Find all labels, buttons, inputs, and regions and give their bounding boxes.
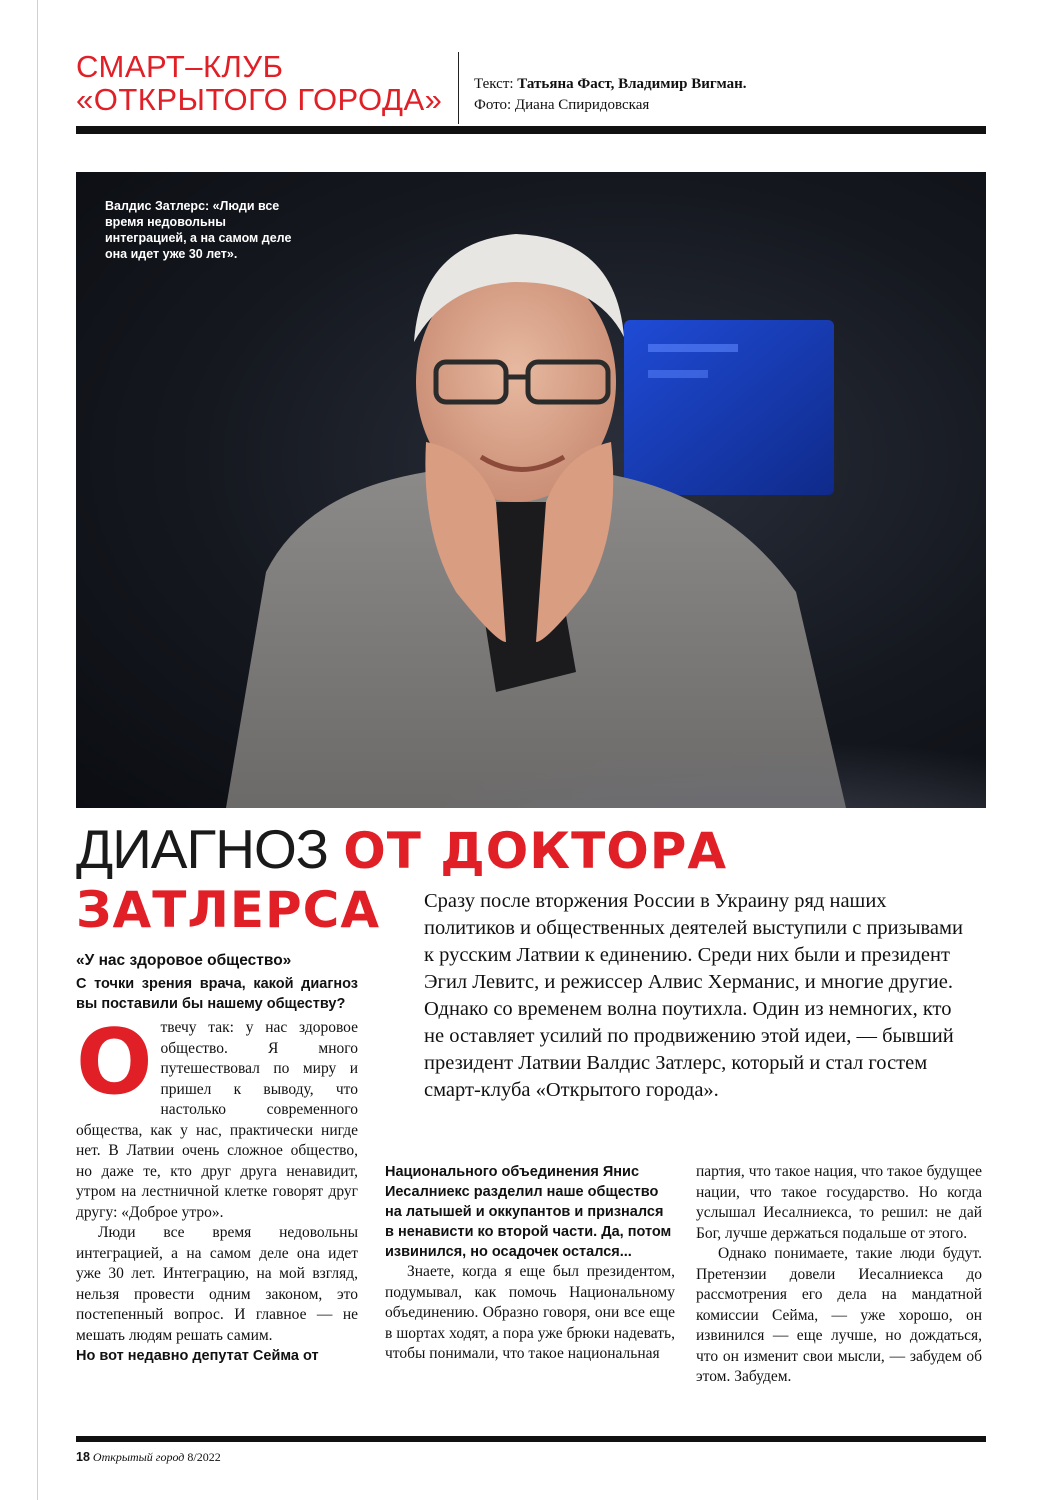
photo-caption: Валдис Затлерс: «Люди все время недовольны интеграцией, а на самом деле она идет уже 30 лет». xyxy=(105,199,292,261)
text-authors: Татьяна Фаст, Владимир Вигман. xyxy=(517,76,747,92)
article-column-3 xyxy=(696,1162,982,1388)
article-column-1 xyxy=(76,950,358,1366)
answer-1-text: твечу так: у нас здоровое общество. Я много путешествовал по миру и пришел к выводу, что настолько современного общества, как у нас, практически нигде нет. В Латвии очень сложное общество, но даже те, кто друг друга ненавидит, утром на лестничной клетке говорят друг другу: «Доброе утро». xyxy=(76,1019,358,1221)
magazine-name: Открытый город xyxy=(92,1450,185,1464)
header-rule xyxy=(76,126,986,134)
section-title-line1: СМАРТ–КЛУБ xyxy=(76,49,284,84)
portrait-illustration xyxy=(76,172,986,808)
headline-part1: ДИАГНОЗ xyxy=(76,818,328,880)
section-title-line2: «ОТКРЫТОГО ГОРОДА» xyxy=(76,82,443,117)
headline-part3: ЗАТЛЕРСА xyxy=(76,881,381,939)
text-credit xyxy=(474,74,747,95)
hero-photo xyxy=(76,172,986,808)
photo-credit: Фото: Диана Спиридовская xyxy=(474,97,650,113)
issue-number: 8/2022 xyxy=(187,1450,221,1464)
header-divider xyxy=(458,52,459,124)
headline-part2: ОТ ДОКТОРА xyxy=(343,822,728,880)
section-title xyxy=(76,50,456,116)
page-edge-strip xyxy=(0,0,38,1500)
question-1: С точки зрения врача, какой диагноз вы поставили бы нашему обществу? xyxy=(76,976,358,1012)
drop-cap: О xyxy=(76,1010,153,1115)
question-2-start: Но вот недавно депутат Сейма от xyxy=(76,1348,319,1364)
footer-rule xyxy=(76,1436,986,1442)
lead-paragraph: Сразу после вторжения России в Украину ряд наших политиков и общественных деятелей выступили с призывами к русским Латвии к единению. Среди них были и президент Эгил Левитс, и режиссер Алвис Херманис, и многие другие. Однако со временем волна поутихла. Один из немногих, кто не оставляет усилий по продвижению этой идеи, — бывший президент Латвии Валдис Затлерс, который и стал гостем смарт-клуба «Открытого города». xyxy=(424,890,963,1101)
question-2-cont: Национального объединения Янис Иесалниекс разделил наше общество на латышей и оккупантов и признался в ненависти ко второй части. Да, потом извинился, но осадочек остался... xyxy=(385,1164,672,1260)
text-label: Текст: xyxy=(474,76,518,92)
answer-1 xyxy=(76,1010,358,1223)
credits xyxy=(474,74,747,116)
answer-2-cont: партия, что такое нация, что такое будущее нации, что такое государство. Но когда услышал Иесалниекса, то решил: не дай Бог, лучше держаться подальше от этого. xyxy=(696,1163,982,1242)
answer-1b: Люди все время недовольны интеграцией, а на самом деле она идет уже 30 лет. Интеграцию, на мой взгляд, нельзя провести одним законом, это постепенный вопрос. И главное — не мешать людям решать самим. xyxy=(76,1224,358,1344)
page-number: 18 xyxy=(76,1450,90,1464)
article-subhead: «У нас здоровое общество» xyxy=(76,952,292,969)
answer-2b: Однако понимаете, такие люди будут. Претензии довели Иесалниекса до рассмотрения его дела на мандатной комиссии Сейма, — уже хорошо, он извинился — еще лучше, но дождаться, что он изменит свои мысли, — забудем об этом. Забудем. xyxy=(696,1245,982,1385)
headline-line1 xyxy=(76,818,776,882)
answer-2: Знаете, когда я еще был президентом, подумывал, как помочь Национальному объединению. Образно говоря, они все еще в шортах ходят, а пора уже брюки надевать, чтобы понимали, что такое национальная xyxy=(385,1263,675,1362)
article-column-2 xyxy=(385,1162,675,1365)
page-footer xyxy=(76,1450,221,1465)
